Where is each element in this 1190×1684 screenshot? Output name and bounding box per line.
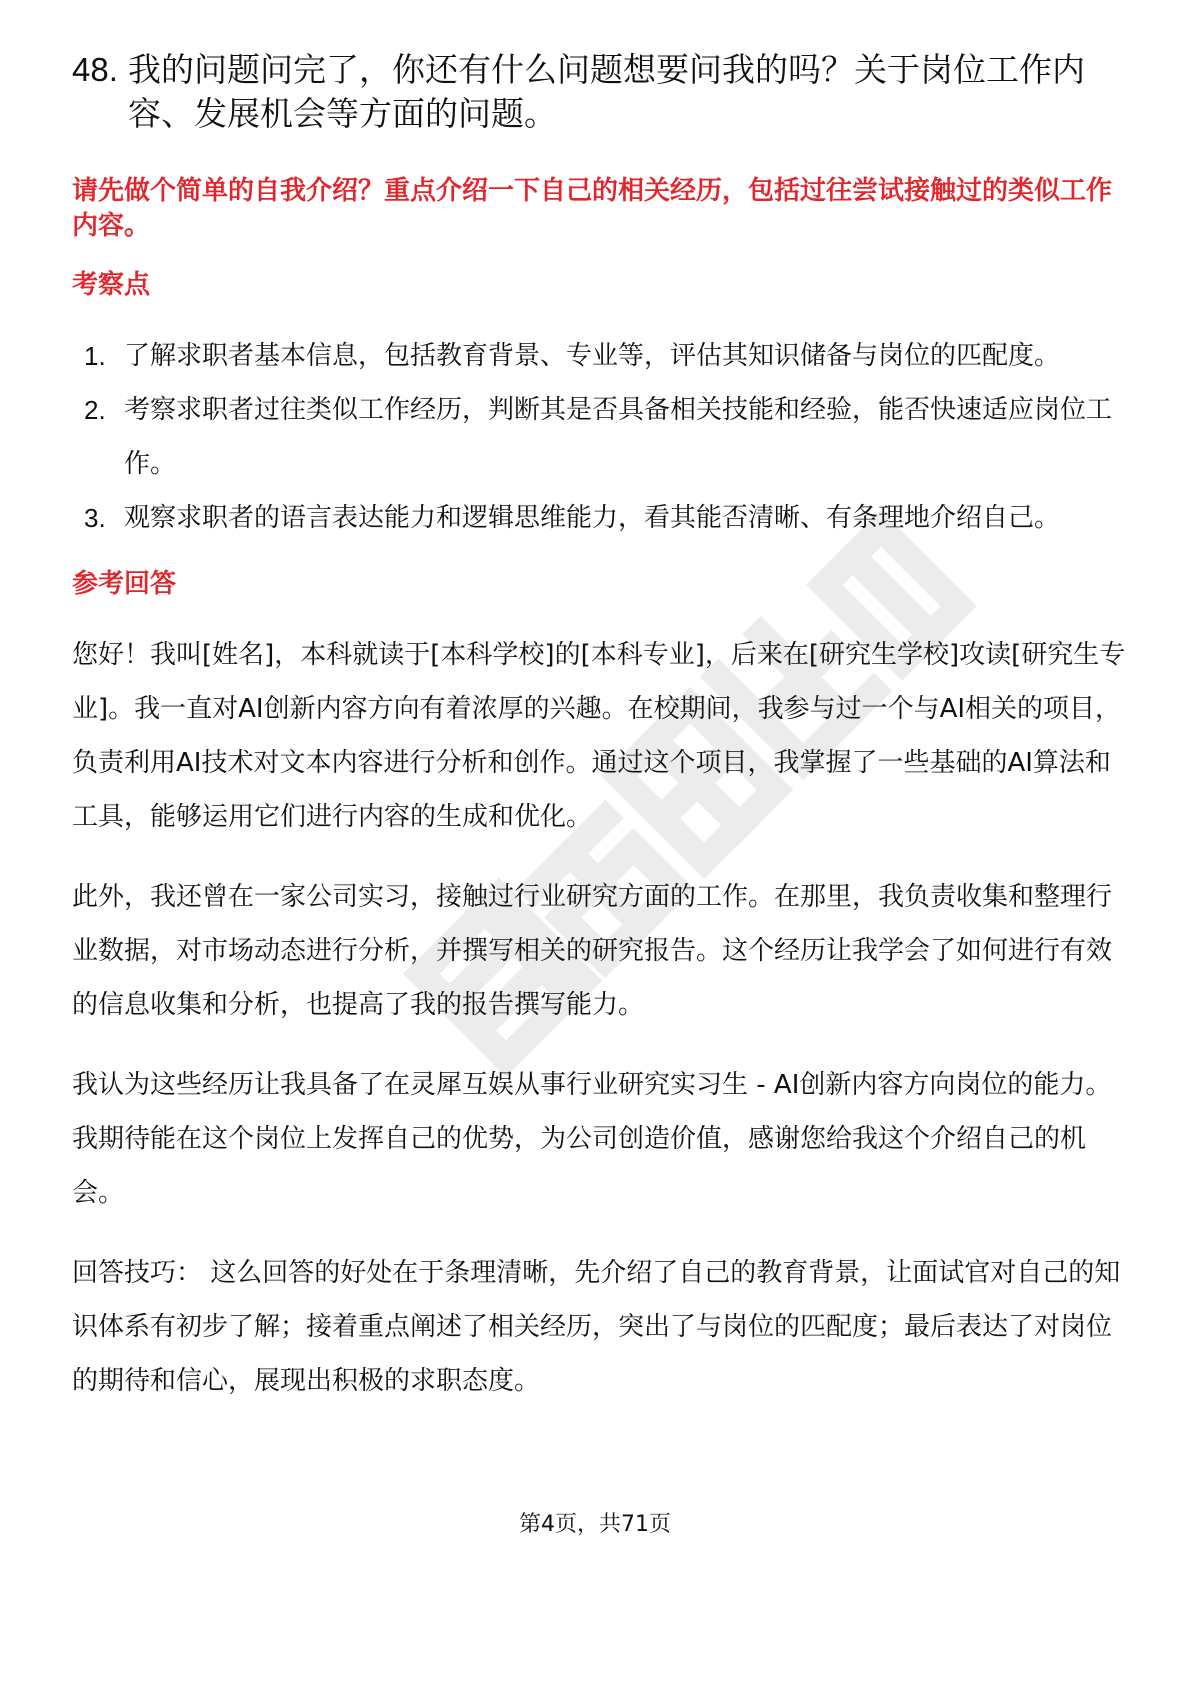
focus-item-text: 观察求职者的语言表达能力和逻辑思维能力，看其能否清晰、有条理地介绍自己。 xyxy=(124,503,1061,533)
answer-paragraph: 此外，我还曾在一家公司实习，接触过行业研究方面的工作。在那里，我负责收集和整理行业数据，对市场动态进行分析，并撰写相关的研究报告。这个经历让我学会了如何进行有效的信息收集和分析，也提高了我的报告撰写能力。 xyxy=(72,882,1113,1020)
question-number: 48. xyxy=(72,51,118,88)
document-body xyxy=(72,48,1132,1408)
answer-paragraph: 我认为这些经历让我具备了在灵犀互娱从事行业研究实习生 - AI创新内容方向岗位的能力。我期待能在这个岗位上发挥自己的优势，为公司创造价值，感谢您给我这个介绍自己的机会。 xyxy=(72,1070,1112,1208)
focus-item-number: 3. xyxy=(84,503,106,533)
question-heading xyxy=(72,48,1132,136)
focus-item xyxy=(72,383,1132,491)
focus-item-number: 1. xyxy=(84,341,106,371)
focus-item-text: 了解求职者基本信息，包括教育背景、专业等，评估其知识储备与岗位的匹配度。 xyxy=(124,341,1061,371)
page-footer: 第4页，共71页 xyxy=(519,1512,671,1537)
question-text: 我的问题问完了，你还有什么问题想要问我的吗？关于岗位工作内容、发展机会等方面的问题。 xyxy=(128,50,1085,133)
answer-tips-paragraph: 回答技巧： 这么回答的好处在于条理清晰，先介绍了自己的教育背景，让面试官对自己的知识体系有初步了解；接着重点阐述了相关经历，突出了与岗位的匹配度；最后表达了对岗位的期待和信心，展现出积极的求职态度。 xyxy=(72,1258,1121,1396)
focus-item xyxy=(72,329,1132,383)
focus-list xyxy=(72,329,1132,545)
answer-section-label: 参考回答 xyxy=(72,569,177,599)
focus-item-number: 2. xyxy=(84,395,106,425)
prompt-heading: 请先做个简单的自我介绍？重点介绍一下自己的相关经历，包括过往尝试接触过的类似工作内容。 xyxy=(72,176,1113,241)
focus-item xyxy=(72,491,1132,545)
focus-item-text: 考察求职者过往类似工作经历，判断其是否具备相关技能和经验，能否快速适应岗位工作。 xyxy=(124,395,1113,479)
focus-section-label: 考察点 xyxy=(72,270,151,300)
answer-paragraph: 您好！我叫[姓名]，本科就读于[本科学校]的[本科专业]，后来在[研究生学校]攻读[研究生专业]。我一直对AI创新内容方向有着浓厚的兴趣。在校期间，我参与过一个与AI相关的项目，负责利用AI技术对文本内容进行分析和创作。通过这个项目，我掌握了一些基础的AI算法和工具，能够运用它们进行内容的生成和优化。 xyxy=(72,640,1126,832)
